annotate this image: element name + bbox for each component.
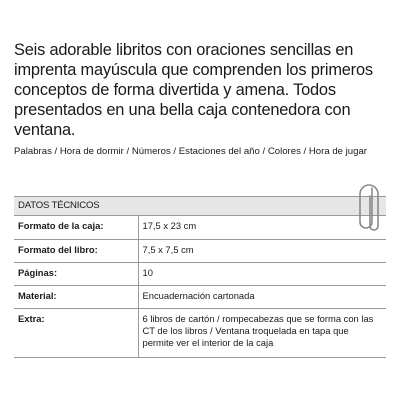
spec-value: 10 — [138, 263, 386, 286]
paperclip-icon — [356, 182, 380, 236]
spec-value: 17,5 x 23 cm — [138, 216, 386, 240]
spec-label: Material: — [14, 286, 138, 309]
spec-label: Páginas: — [14, 263, 138, 286]
spec-label: Extra: — [14, 309, 138, 358]
spec-label: Formato del libro: — [14, 240, 138, 263]
spec-value: Encuadernación cartonada — [138, 286, 386, 309]
technical-specs — [14, 196, 386, 358]
spec-row-box-format — [14, 216, 386, 240]
specs-header: DATOS TÉCNICOS — [14, 196, 386, 216]
spec-row-extra — [14, 309, 386, 358]
spec-label: Formato de la caja: — [14, 216, 138, 240]
spec-row-pages — [14, 263, 386, 286]
book-topics: Palabras / Hora de dormir / Números / Estaciones del año / Colores / Hora de jugar — [14, 146, 368, 157]
product-description: Seis adorable libritos con oraciones sencillas en imprenta mayúscula que comprenden los primeros conceptos de forma divertida y amena. Todos presentados en una bella caja contenedora con ventana. — [14, 41, 373, 139]
spec-value: 6 libros de cartón / rompecabezas que se forma con las CT de los libros / Ventana troquelada en tapa que permite ver el interior de la caja — [138, 309, 386, 358]
specs-table — [14, 216, 386, 358]
spec-row-book-format — [14, 240, 386, 263]
spec-row-material — [14, 286, 386, 309]
spec-value: 7,5 x 7,5 cm — [138, 240, 386, 263]
